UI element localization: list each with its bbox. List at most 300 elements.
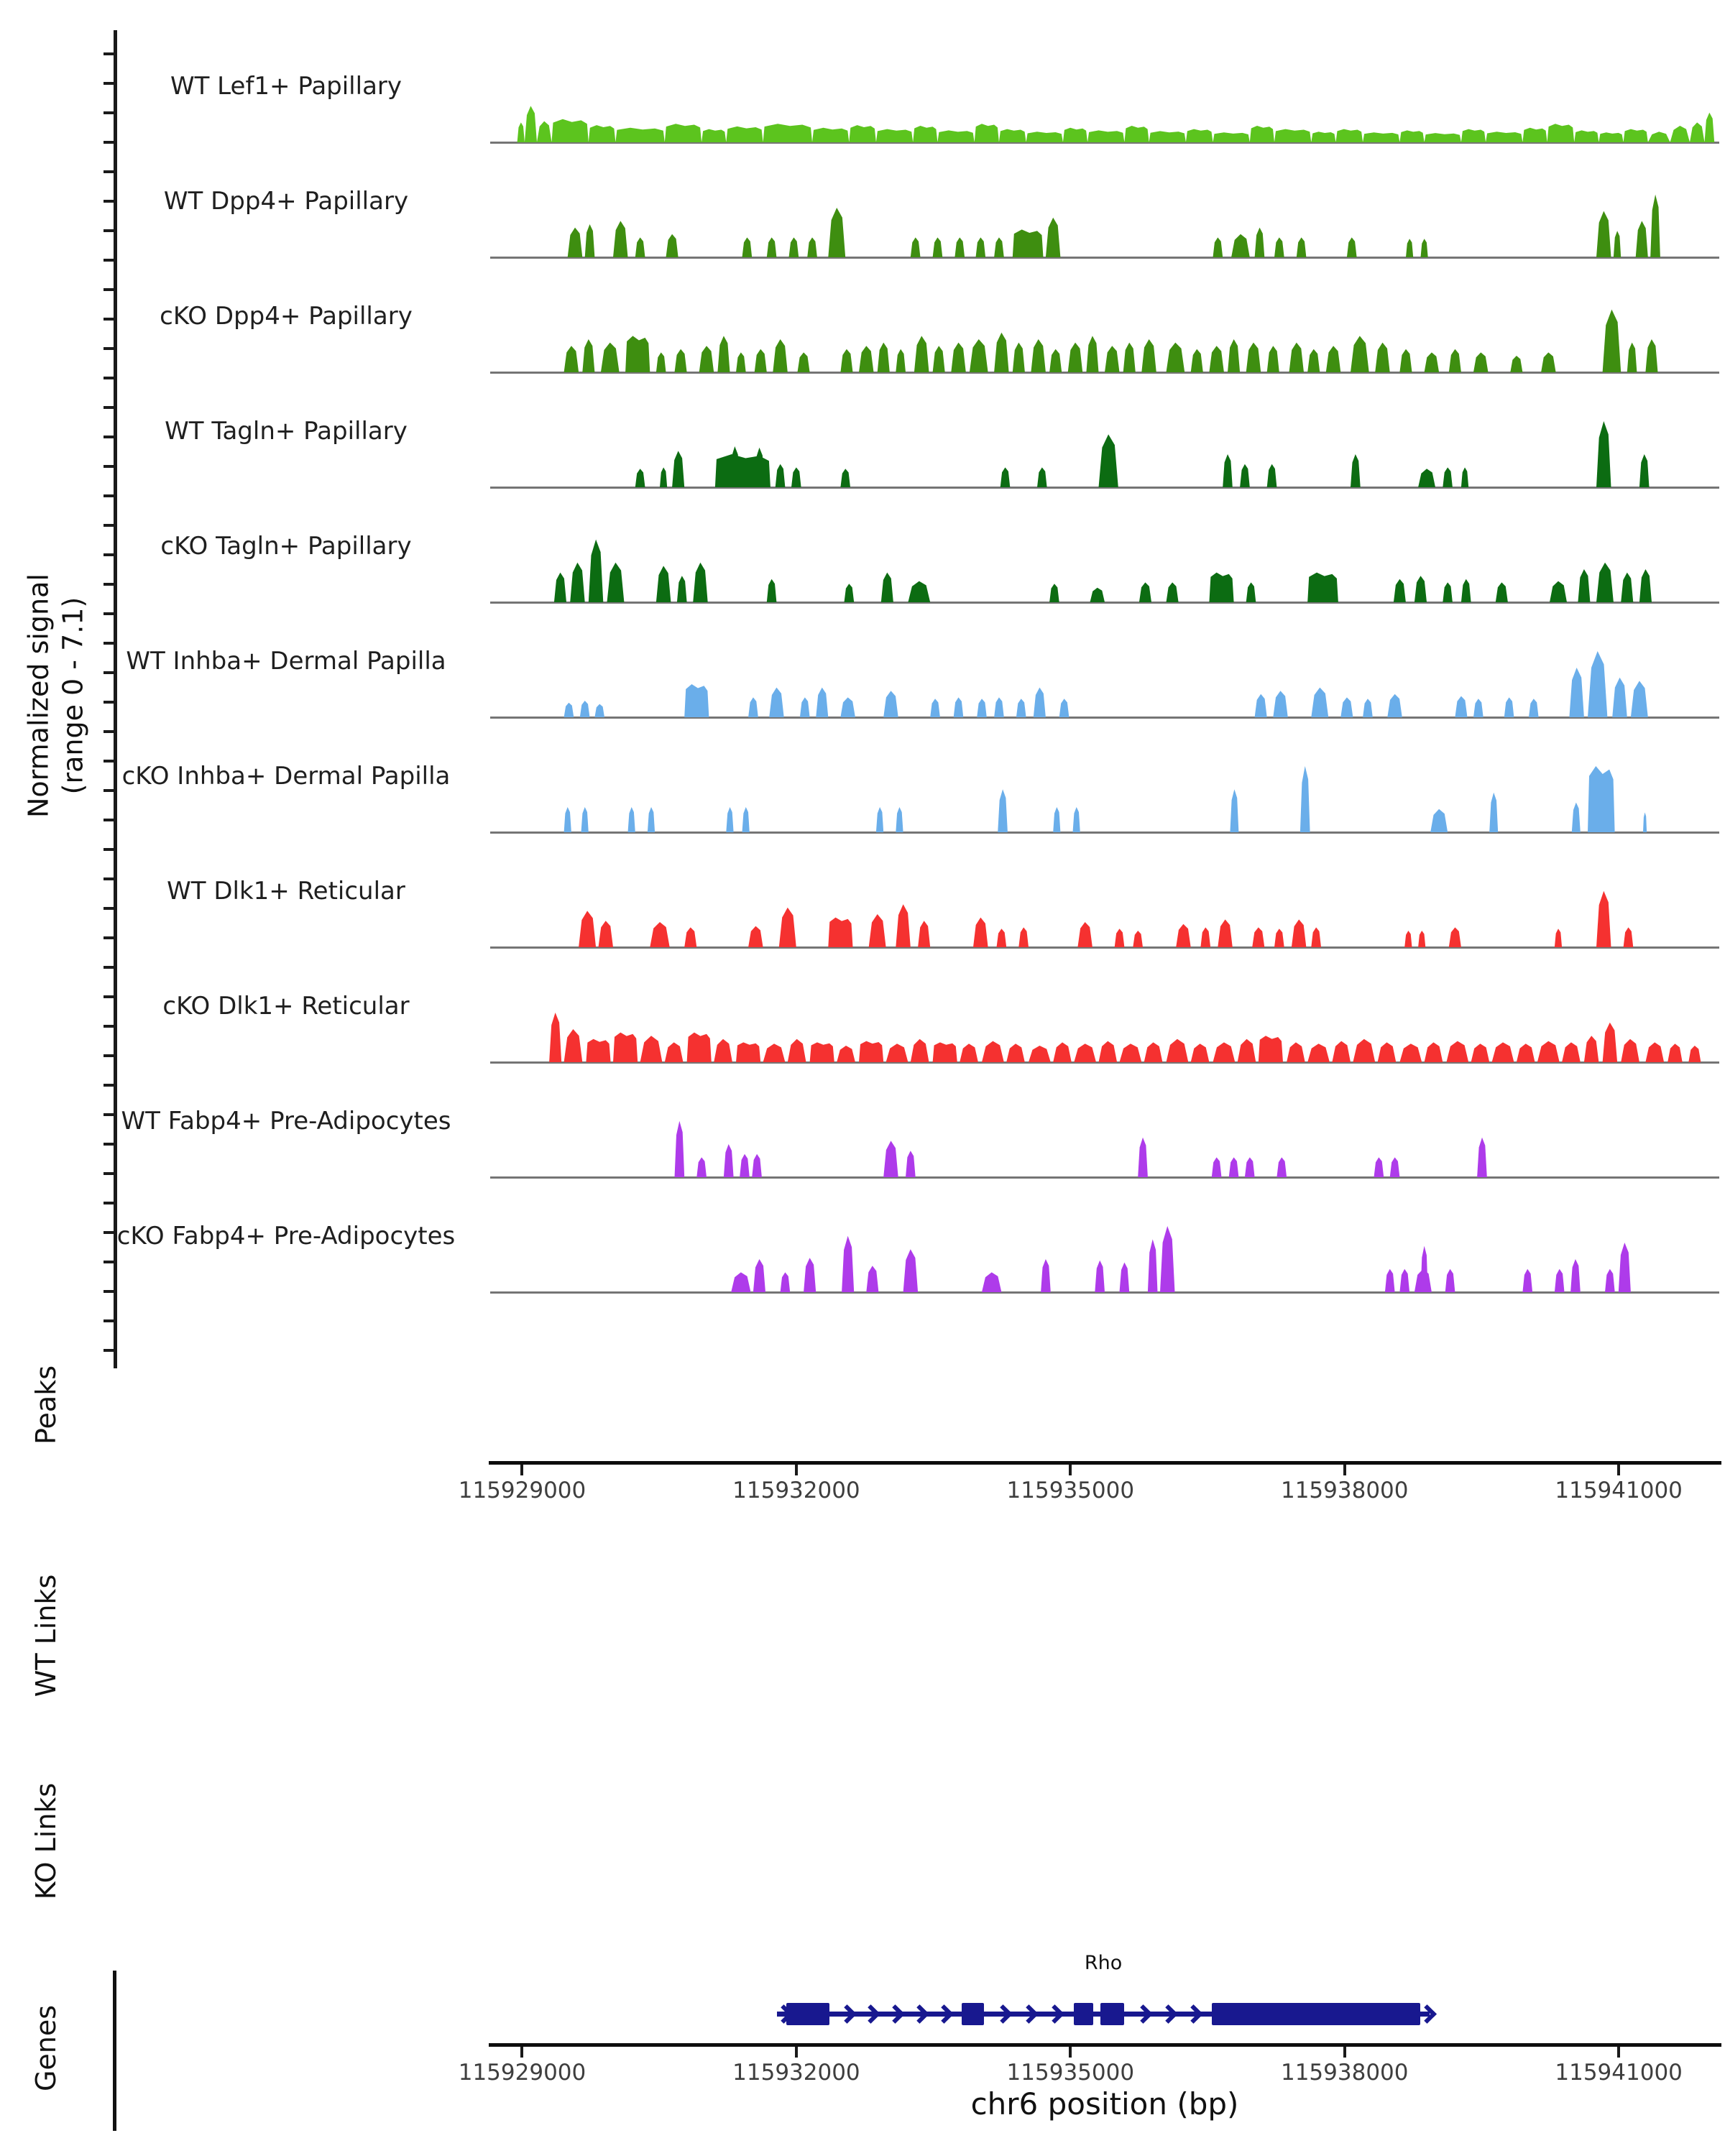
track-signal bbox=[490, 1108, 1719, 1177]
track-signal bbox=[490, 418, 1719, 487]
signal-peak bbox=[1496, 582, 1508, 602]
signal-peak bbox=[1473, 352, 1489, 372]
x-axis-tick bbox=[1069, 2047, 1072, 2058]
signal-peak bbox=[878, 343, 890, 372]
signal-peak bbox=[1311, 132, 1335, 142]
signal-peak bbox=[1218, 919, 1233, 947]
signal-peak bbox=[1176, 924, 1191, 947]
signal-peak bbox=[1167, 582, 1179, 602]
signal-peak bbox=[564, 1029, 583, 1062]
x-axis-tick bbox=[520, 2047, 523, 2058]
signal-peak bbox=[933, 346, 945, 372]
signal-peak bbox=[1238, 1039, 1256, 1062]
signal-peak bbox=[1473, 699, 1484, 717]
signal-peak bbox=[788, 1039, 806, 1062]
signal-peak bbox=[1274, 237, 1284, 257]
signal-peak bbox=[1399, 1269, 1409, 1292]
signal-y-axis-label-line1: Normalized signal bbox=[22, 573, 55, 818]
signal-peak bbox=[570, 563, 585, 602]
signal-peak bbox=[1619, 1243, 1631, 1292]
signal-peak bbox=[840, 697, 855, 717]
signal-peak bbox=[731, 1272, 750, 1292]
signal-peak bbox=[779, 908, 796, 947]
signal-peak bbox=[1624, 129, 1648, 142]
x-axis-tick-label: 115938000 bbox=[1280, 1478, 1409, 1503]
signal-peak bbox=[552, 119, 589, 142]
signal-peak bbox=[1446, 1041, 1468, 1062]
signal-peak bbox=[1425, 133, 1461, 142]
track-signal bbox=[490, 1223, 1719, 1292]
signal-peak bbox=[665, 1042, 684, 1062]
signal-peak bbox=[1144, 1042, 1163, 1062]
x-axis-tick bbox=[1069, 1465, 1072, 1475]
signal-y-axis-line bbox=[114, 30, 117, 1368]
x-axis-tick bbox=[795, 2047, 798, 2058]
signal-peak bbox=[1160, 1226, 1175, 1292]
signal-peak bbox=[1547, 124, 1575, 142]
signal-peak bbox=[1477, 1138, 1487, 1177]
signal-peak bbox=[773, 339, 788, 372]
x-axis-line bbox=[489, 1461, 1721, 1465]
signal-peak bbox=[1668, 1044, 1683, 1062]
signal-peak bbox=[807, 237, 817, 257]
signal-peak bbox=[640, 1036, 663, 1062]
signal-peak bbox=[580, 701, 590, 717]
gene-strand-arrows bbox=[1124, 2002, 1212, 2026]
gene-exon bbox=[1212, 2003, 1420, 2025]
signal-peak bbox=[702, 129, 726, 142]
signal-peak bbox=[1529, 699, 1539, 717]
signal-peak bbox=[1489, 793, 1498, 832]
signal-peak bbox=[1115, 929, 1125, 947]
chevron-right-icon bbox=[1019, 2004, 1039, 2024]
signal-peak bbox=[1029, 1046, 1051, 1062]
track-label: cKO Tagln+ Papillary bbox=[160, 532, 412, 561]
signal-peak bbox=[954, 697, 964, 717]
signal-peak bbox=[994, 333, 1009, 372]
chevron-right-icon bbox=[837, 2004, 857, 2024]
signal-peak bbox=[798, 352, 810, 372]
signal-peak bbox=[975, 124, 999, 142]
signal-peak bbox=[672, 451, 684, 487]
signal-peak bbox=[564, 346, 579, 372]
signal-peak bbox=[982, 1272, 1001, 1292]
signal-peak bbox=[869, 914, 886, 947]
signal-peak bbox=[1191, 349, 1203, 372]
track-signal bbox=[490, 533, 1719, 602]
signal-y-axis-ticks bbox=[104, 52, 114, 1355]
x-axis-tick-label: 115929000 bbox=[458, 2060, 586, 2086]
signal-peak bbox=[1167, 343, 1185, 372]
signal-peak bbox=[579, 911, 596, 947]
signal-peak bbox=[675, 349, 687, 372]
signal-peak bbox=[717, 336, 730, 372]
track-signal bbox=[490, 763, 1719, 832]
signal-peak bbox=[896, 904, 911, 947]
track-signal bbox=[490, 188, 1719, 257]
section-label-ko-links: KO Links bbox=[30, 1782, 62, 1900]
signal-peak bbox=[1287, 1042, 1305, 1062]
signal-peak bbox=[1455, 696, 1467, 717]
signal-peak bbox=[886, 1044, 908, 1062]
signal-peak bbox=[1139, 582, 1151, 602]
chevron-right-icon bbox=[886, 2004, 905, 2024]
signal-peak bbox=[1230, 789, 1238, 832]
signal-peak bbox=[585, 224, 595, 257]
signal-peak bbox=[1399, 130, 1424, 142]
signal-peak bbox=[581, 807, 589, 832]
signal-peak bbox=[1167, 1039, 1189, 1062]
chevron-right-icon bbox=[1159, 2004, 1178, 2024]
signal-peak bbox=[1223, 454, 1233, 487]
signal-peak bbox=[1340, 697, 1353, 717]
signal-peak bbox=[1311, 927, 1321, 947]
signal-peak bbox=[859, 346, 874, 372]
gene-strand-arrows bbox=[1420, 2002, 1430, 2026]
signal-peak bbox=[625, 336, 650, 372]
signal-peak bbox=[1705, 113, 1715, 142]
signal-peak bbox=[1053, 1042, 1072, 1062]
signal-peak bbox=[714, 1039, 732, 1062]
signal-peak bbox=[763, 1044, 786, 1062]
signal-peak bbox=[1231, 234, 1250, 257]
signal-peak bbox=[1141, 339, 1156, 372]
gene-exon bbox=[1100, 2003, 1124, 2025]
signal-peak bbox=[1149, 131, 1186, 142]
signal-peak bbox=[883, 1141, 898, 1177]
signal-peak bbox=[656, 352, 666, 372]
signal-peak bbox=[1255, 228, 1265, 257]
signal-peak bbox=[1077, 922, 1092, 947]
x-axis-tick-label: 115929000 bbox=[458, 1478, 586, 1503]
track-label: cKO Fabp4+ Pre-Adipocytes bbox=[116, 1222, 456, 1250]
x-axis-tick-label: 115935000 bbox=[1006, 2060, 1135, 2086]
signal-peak bbox=[1099, 1041, 1118, 1062]
signal-y-axis-label bbox=[22, 573, 91, 818]
signal-peak bbox=[997, 929, 1007, 947]
signal-peak bbox=[1229, 1157, 1239, 1177]
signal-peak bbox=[736, 352, 746, 372]
x-axis-tick-label: 115941000 bbox=[1555, 1478, 1683, 1503]
signal-peak bbox=[1026, 132, 1063, 142]
signal-peak bbox=[599, 921, 614, 947]
signal-peak bbox=[1228, 339, 1240, 372]
signal-peak bbox=[589, 125, 616, 142]
signal-peak bbox=[951, 343, 966, 372]
signal-peak bbox=[1311, 688, 1328, 717]
signal-peak bbox=[976, 237, 986, 257]
signal-peak bbox=[635, 237, 645, 257]
signal-peak bbox=[1624, 927, 1634, 947]
signal-peak bbox=[684, 684, 709, 717]
signal-peak bbox=[1550, 581, 1567, 602]
signal-peak bbox=[586, 1039, 610, 1062]
signal-peak bbox=[913, 126, 937, 142]
signal-peak bbox=[977, 699, 987, 717]
signal-peak bbox=[635, 469, 645, 487]
signal-peak bbox=[1074, 1044, 1096, 1062]
signal-peak bbox=[1034, 688, 1046, 717]
signal-peak bbox=[1105, 346, 1120, 372]
signal-peak bbox=[1517, 1044, 1535, 1062]
gene-exon bbox=[1074, 2003, 1093, 2025]
signal-peak bbox=[1059, 699, 1070, 717]
signal-peak bbox=[1037, 467, 1047, 487]
signal-peak bbox=[1537, 1041, 1560, 1062]
signal-peak bbox=[628, 807, 635, 832]
signal-peak bbox=[781, 1272, 791, 1292]
signal-peak bbox=[1212, 1157, 1222, 1177]
signal-peak bbox=[1124, 126, 1149, 142]
signal-peak bbox=[696, 1157, 707, 1177]
signal-peak bbox=[1406, 239, 1413, 257]
signal-peak bbox=[837, 1046, 855, 1062]
signal-peak bbox=[1375, 343, 1390, 372]
signal-peak bbox=[1276, 1157, 1287, 1177]
signal-peak bbox=[1006, 1044, 1025, 1062]
signal-peak bbox=[1246, 343, 1261, 372]
signal-peak bbox=[1425, 352, 1440, 372]
x-axis-tick-label: 115941000 bbox=[1555, 2060, 1683, 2086]
signal-peak bbox=[960, 1044, 978, 1062]
signal-peak bbox=[1603, 1023, 1618, 1062]
chevron-right-icon bbox=[1184, 2004, 1203, 2024]
signal-peak bbox=[1353, 1039, 1375, 1062]
signal-peak bbox=[1504, 697, 1514, 717]
signal-peak bbox=[1209, 573, 1233, 602]
signal-peak bbox=[911, 237, 921, 257]
signal-peak bbox=[607, 563, 625, 602]
signal-peak bbox=[1645, 1042, 1664, 1062]
chevron-right-icon bbox=[1045, 2004, 1064, 2024]
signal-peak bbox=[755, 349, 767, 372]
signal-peak bbox=[1449, 349, 1461, 372]
signal-peak bbox=[1148, 1239, 1158, 1292]
signal-peak bbox=[970, 339, 988, 372]
signal-y-axis-label-line2: (range 0 - 7.1) bbox=[57, 596, 88, 795]
x-axis-tick bbox=[1617, 2047, 1620, 2058]
signal-peak bbox=[1031, 339, 1046, 372]
signal-peak bbox=[1363, 699, 1373, 717]
signal-peak bbox=[1471, 1044, 1490, 1062]
signal-peak bbox=[1418, 469, 1435, 487]
signal-peak bbox=[656, 566, 671, 602]
signal-peak bbox=[812, 128, 849, 142]
signal-peak bbox=[1000, 467, 1011, 487]
signal-peak bbox=[660, 467, 667, 487]
signal-peak bbox=[594, 704, 604, 717]
signal-peak bbox=[748, 926, 763, 947]
signal-peak bbox=[1133, 931, 1143, 947]
signal-peak bbox=[1522, 1269, 1532, 1292]
signal-peak bbox=[1347, 237, 1357, 257]
signal-peak bbox=[687, 1033, 712, 1062]
signal-peak bbox=[1259, 1036, 1283, 1062]
signal-peak bbox=[1399, 1044, 1422, 1062]
signal-peak bbox=[1627, 343, 1637, 372]
x-axis-tick-label: 115932000 bbox=[732, 1478, 860, 1503]
signal-peak bbox=[1639, 454, 1650, 487]
signal-peak bbox=[1186, 129, 1213, 142]
signal-peak bbox=[1326, 346, 1341, 372]
signal-peak bbox=[601, 343, 620, 372]
signal-peak bbox=[914, 336, 929, 372]
signal-peak bbox=[518, 122, 525, 142]
signal-peak bbox=[789, 237, 799, 257]
signal-peak bbox=[1421, 239, 1428, 257]
signal-peak bbox=[1252, 927, 1264, 947]
signal-peak bbox=[982, 1041, 1004, 1062]
signal-peak bbox=[582, 339, 594, 372]
x-axis-tick bbox=[520, 1465, 523, 1475]
signal-peak bbox=[1486, 132, 1522, 142]
signal-peak bbox=[1213, 237, 1223, 257]
signal-peak bbox=[1297, 237, 1307, 257]
signal-peak bbox=[881, 573, 893, 602]
x-axis-title: chr6 position (bp) bbox=[970, 2086, 1239, 2122]
signal-peak bbox=[1574, 130, 1598, 142]
signal-peak bbox=[699, 346, 714, 372]
signal-peak bbox=[1399, 349, 1412, 372]
track-signal bbox=[490, 303, 1719, 372]
signal-peak bbox=[1621, 573, 1633, 602]
signal-peak bbox=[726, 807, 733, 832]
signal-peak bbox=[742, 237, 753, 257]
signal-peak bbox=[1588, 766, 1615, 832]
signal-peak bbox=[1120, 1263, 1130, 1292]
signal-peak bbox=[1621, 1039, 1639, 1062]
signal-peak bbox=[666, 234, 678, 257]
signal-peak bbox=[1404, 931, 1412, 947]
signal-peak bbox=[849, 125, 876, 142]
signal-peak bbox=[1631, 681, 1648, 717]
signal-peak bbox=[994, 697, 1004, 717]
track-label: WT Tagln+ Papillary bbox=[165, 417, 408, 446]
signal-peak bbox=[613, 1033, 638, 1062]
signal-peak bbox=[804, 1258, 816, 1292]
signal-peak bbox=[684, 927, 696, 947]
signal-peak bbox=[883, 691, 898, 717]
signal-peak bbox=[1013, 229, 1044, 257]
signal-peak bbox=[525, 106, 537, 142]
signal-peak bbox=[1300, 766, 1310, 832]
signal-peak bbox=[1461, 579, 1471, 602]
signal-peak bbox=[1614, 231, 1621, 257]
signal-peak bbox=[1099, 434, 1118, 487]
signal-peak bbox=[911, 1039, 929, 1062]
signal-peak bbox=[1049, 349, 1062, 372]
signal-peak bbox=[1332, 1041, 1351, 1062]
chevron-right-icon bbox=[1417, 2004, 1437, 2024]
signal-peak bbox=[1374, 1157, 1384, 1177]
signal-peak bbox=[736, 1042, 760, 1062]
signal-peak bbox=[1213, 132, 1250, 142]
signal-peak bbox=[615, 128, 664, 142]
gene-strand-arrows bbox=[984, 2002, 1075, 2026]
signal-peak bbox=[1510, 356, 1522, 372]
signal-peak bbox=[1449, 927, 1461, 947]
signal-peak bbox=[828, 208, 845, 257]
genes-section-axis-line bbox=[113, 1971, 116, 2131]
signal-peak bbox=[845, 584, 855, 602]
signal-peak bbox=[1570, 1259, 1581, 1292]
signal-peak bbox=[1351, 454, 1361, 487]
track-label: WT Inhba+ Dermal Papilla bbox=[126, 647, 446, 676]
signal-peak bbox=[1378, 1042, 1397, 1062]
signal-peak bbox=[1245, 1157, 1255, 1177]
signal-peak bbox=[1267, 464, 1277, 487]
signal-peak bbox=[549, 1013, 561, 1062]
signal-peak bbox=[1596, 891, 1611, 947]
signal-peak bbox=[816, 688, 828, 717]
section-label-wt-links: WT Links bbox=[30, 1574, 62, 1697]
signal-peak bbox=[1307, 573, 1338, 602]
signal-peak bbox=[1492, 1042, 1514, 1062]
track-signal bbox=[490, 878, 1719, 947]
signal-peak bbox=[1086, 336, 1098, 372]
signal-peak bbox=[1588, 651, 1607, 717]
signal-peak bbox=[1425, 1042, 1443, 1062]
signal-peak bbox=[840, 349, 852, 372]
signal-peak bbox=[908, 581, 930, 602]
signal-peak bbox=[1120, 1044, 1142, 1062]
signal-peak bbox=[1200, 927, 1210, 947]
x-axis-tick-label: 115938000 bbox=[1280, 2060, 1409, 2086]
track-signal bbox=[490, 648, 1719, 717]
signal-peak bbox=[1307, 349, 1320, 372]
signal-peak bbox=[903, 1249, 919, 1292]
signal-peak bbox=[730, 446, 740, 487]
signal-peak bbox=[726, 126, 763, 142]
signal-peak bbox=[755, 448, 765, 487]
track-signal bbox=[490, 73, 1719, 142]
signal-peak bbox=[1445, 1269, 1455, 1292]
signal-peak bbox=[1267, 346, 1279, 372]
signal-peak bbox=[1639, 569, 1652, 602]
signal-peak bbox=[1572, 803, 1581, 832]
x-axis-tick bbox=[795, 1465, 798, 1475]
signal-peak bbox=[1041, 1259, 1051, 1292]
signal-peak bbox=[1636, 221, 1648, 257]
signal-peak bbox=[1555, 1269, 1565, 1292]
signal-peak bbox=[568, 228, 583, 257]
gene-strand-arrows bbox=[829, 2002, 962, 2026]
signal-peak bbox=[1240, 464, 1250, 487]
track-label: WT Dpp4+ Papillary bbox=[163, 187, 409, 216]
signal-peak bbox=[1645, 339, 1657, 372]
signal-peak bbox=[998, 789, 1008, 832]
track-label: WT Dlk1+ Reticular bbox=[167, 877, 405, 906]
chevron-right-icon bbox=[1133, 2004, 1153, 2024]
signal-peak bbox=[1068, 343, 1083, 372]
signal-peak bbox=[1073, 807, 1080, 832]
gene-exon bbox=[962, 2003, 984, 2025]
x-axis-tick bbox=[1617, 1465, 1620, 1475]
signal-peak bbox=[1063, 128, 1087, 142]
signal-peak bbox=[1387, 694, 1402, 717]
signal-peak bbox=[1209, 346, 1224, 372]
signal-peak bbox=[1596, 421, 1611, 487]
signal-peak bbox=[537, 121, 552, 142]
signal-peak bbox=[1087, 130, 1124, 142]
signal-peak bbox=[1046, 218, 1061, 257]
signal-peak bbox=[665, 124, 702, 142]
signal-peak bbox=[1138, 1138, 1148, 1177]
signal-peak bbox=[866, 1266, 878, 1292]
signal-peak bbox=[724, 1144, 734, 1177]
signal-peak bbox=[589, 540, 604, 602]
signal-peak bbox=[896, 349, 906, 372]
